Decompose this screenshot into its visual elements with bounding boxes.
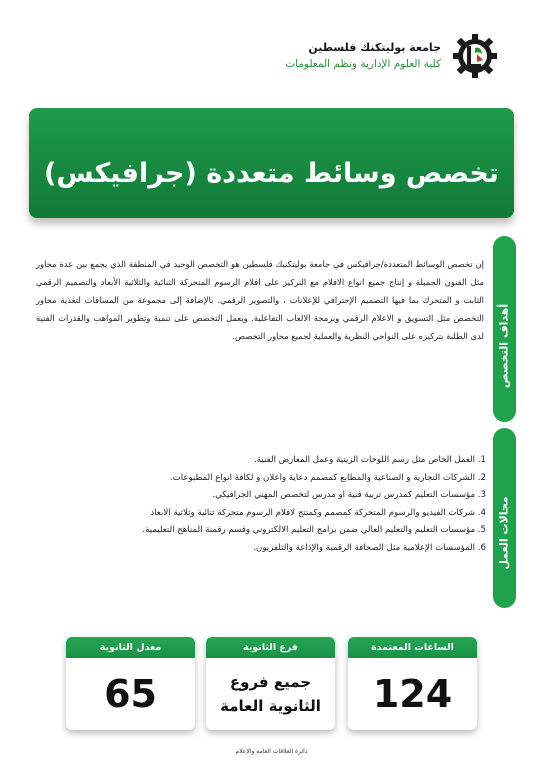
list-item: 2. الشركات التجارية و الصناعية والمطابع كمصمم دعاية واعلان و لكافة انواع المطبوعات. bbox=[169, 472, 486, 483]
list-item: 3. مؤسسات التعليم كمدرس تربية فنية او مدرس لتخصص المهني الجرافيكي. bbox=[212, 490, 486, 500]
college-name: كلية العلوم الإدارية ونظم المعلومات bbox=[285, 58, 441, 70]
list-item: 6. المؤسسات الإعلامية مثل الصحافة الرقمية والإذاعة والتلفزيون. bbox=[253, 542, 486, 553]
credit-hours-value: 124 bbox=[372, 672, 453, 716]
school-average-label: معدل الثانوية bbox=[66, 637, 195, 658]
school-branch-value bbox=[206, 658, 335, 730]
list-item: 4. شركات الفيديو والرسوم المتحركة كمصمم وكمنتج لافلام الرسوم متحركة ثنائية وثلاثية الابعاد bbox=[150, 507, 486, 518]
specialization-description: إن تخصص الوسائط المتعددة/جرافيكس في جامعة بوليتكنيك فلسطين هو التخصص الوحيد في المنطقة الذي يجمع بين عدة محاور مثل الفنون الجميلة و إنتاج جميع انواع الافلام مع التركيز على افلام الرسوم المتحركة الثنائية والثلاثية الأبعاد والتصميم الرقمي الثابت و المتحرك بما فيها التصميم الإحترافي للإعلانات ، والتصوير الرقمي. بالإضافة إلى مجموعة من المساقات لتغذية محاور التخصص مثل التسويق و الاعلام الرقمي وبرمجة الالعاب التفاعلية. ويعمل التخصص على تنمية وتطوير المواهب والقدرات الفنية لدى الطلبة بتركيزه على النواحي النظرية والعملية لجميع محاور التخصص. bbox=[36, 259, 484, 341]
list-item: 5. مؤسسات التعليم والتعليم العالي ضمن برامج التعليم الالكتروني وقسم رقمنة المناهج التعليمية. bbox=[142, 525, 486, 535]
goals-tab-label: أهداف التخصص bbox=[497, 303, 511, 389]
page-title: تخصص وسائط متعددة (جرافيكس) bbox=[44, 158, 499, 189]
university-header bbox=[285, 40, 441, 72]
school-branch-card bbox=[206, 637, 335, 730]
school-branch-value-line2: الثانوية العامة bbox=[220, 697, 321, 715]
list-item: 1. العمل الخاص مثل رسم اللوحات الزيتية وعمل المعارض الفنية. bbox=[254, 455, 486, 465]
credit-hours-card bbox=[348, 637, 477, 730]
school-average-value: 65 bbox=[104, 672, 157, 716]
school-average-card bbox=[66, 637, 195, 730]
university-name: جامعة بوليتكنك فلسطين bbox=[308, 41, 441, 54]
university-logo-icon bbox=[451, 32, 499, 80]
school-branch-value-line1: جميع فروع bbox=[229, 673, 312, 691]
school-branch-label: فرع الثانوية bbox=[206, 637, 335, 658]
work-fields-list bbox=[70, 452, 486, 557]
fields-tab-label: مجالات العمل bbox=[497, 496, 511, 570]
footer-text: دائرة العلاقات العامة والإعلام bbox=[235, 748, 308, 755]
credit-hours-label: الساعات المعتمدة bbox=[348, 637, 477, 658]
